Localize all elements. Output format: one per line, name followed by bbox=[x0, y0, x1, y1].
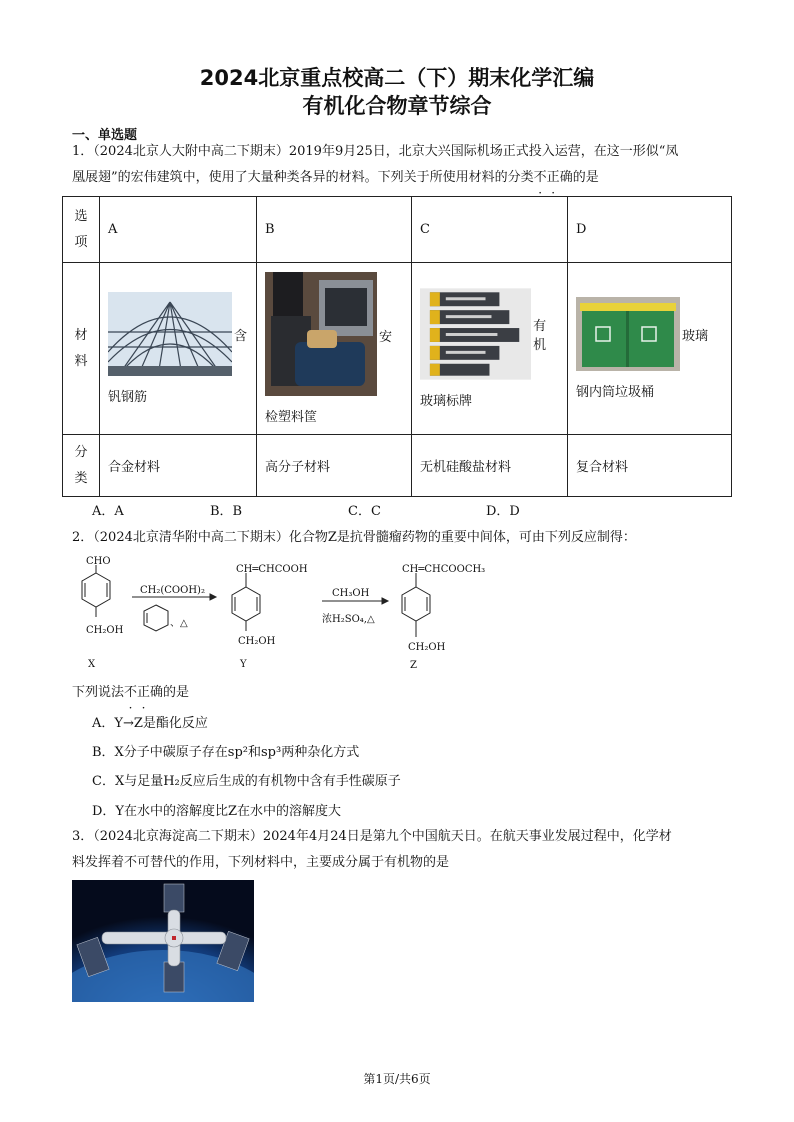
z-label: Z bbox=[410, 660, 417, 671]
q1-material-table bbox=[62, 196, 732, 497]
material-b bbox=[257, 263, 412, 435]
security-basket-image bbox=[265, 272, 377, 396]
table-row bbox=[63, 435, 732, 497]
q2-option-d[interactable]: D．Y在水中的溶解度比Z在水中的溶解度大 bbox=[92, 804, 342, 819]
y-label: Y bbox=[240, 659, 247, 670]
material-b-suffix: 安 bbox=[379, 330, 393, 345]
trash-bin-image bbox=[576, 297, 680, 371]
material-b-caption: 检塑料筐 bbox=[265, 410, 318, 425]
q1-stem bbox=[72, 139, 732, 191]
page-title-line1: 2024北京重点校高二（下）期末化学汇编 bbox=[199, 66, 595, 90]
page-title-line2: 有机化合物章节综合 bbox=[302, 94, 492, 118]
material-d-caption: 钢内筒垃圾桶 bbox=[576, 385, 655, 400]
z-top-group: CH═CHCOOCH₃ bbox=[402, 564, 486, 575]
material-a bbox=[100, 263, 257, 435]
q3-stem-line1: 3．（2024北京海淀高二下期末）2024年4月24日是第九个中国航天日。在航天事业发展过程中，化学材 bbox=[72, 829, 672, 844]
reagent1-bottom: 、△ bbox=[170, 618, 188, 629]
material-d-suffix: 玻璃 bbox=[682, 328, 709, 344]
class-label: 分类 bbox=[63, 435, 100, 497]
x-bottom-group: CH₂OH bbox=[86, 625, 124, 636]
y-bottom-group: CH₂OH bbox=[238, 636, 276, 647]
steel-dome-image bbox=[108, 292, 232, 376]
class-a: 合金材料 bbox=[100, 435, 257, 497]
reagent1-top: CH₂(COOH)₂ bbox=[140, 585, 205, 596]
reagent2-top: CH₃OH bbox=[332, 588, 370, 599]
material-a-caption: 钒钢筋 bbox=[108, 390, 148, 405]
col-b: B bbox=[257, 197, 412, 263]
class-c: 无机硅酸盐材料 bbox=[412, 435, 568, 497]
material-label: 材料 bbox=[63, 263, 100, 435]
q3-stem bbox=[72, 824, 732, 876]
section-heading: 一、单选题 bbox=[72, 128, 138, 143]
q2-option-a[interactable]: A．Y→Z是酯化反应 bbox=[92, 716, 208, 731]
q1-stem-line1: 1．（2024北京人大附中高二下期末）2019年9月25日，北京大兴国际机场正式投入运营，在这一形似“凤 bbox=[72, 144, 679, 159]
table-row bbox=[63, 263, 732, 435]
table-row bbox=[63, 197, 732, 263]
material-a-suffix: 含 bbox=[234, 328, 248, 344]
material-d bbox=[568, 263, 732, 435]
material-c-caption: 玻璃标牌 bbox=[420, 394, 473, 409]
x-label: X bbox=[88, 659, 96, 670]
q2-option-c[interactable]: C．X与足量H₂反应后生成的有机物中含有手性碳原子 bbox=[92, 774, 401, 789]
material-c-suffix: 有机 bbox=[533, 319, 547, 353]
material-c bbox=[412, 263, 568, 435]
x-top-group: CHO bbox=[86, 556, 111, 567]
y-top-group: CH═CHCOOH bbox=[236, 564, 308, 575]
q1-option-b[interactable]: B．B bbox=[210, 504, 243, 519]
q1-option-d[interactable]: D．D bbox=[486, 504, 520, 519]
header-label: 选项 bbox=[63, 197, 100, 263]
col-a: A bbox=[100, 197, 257, 263]
q2-stem: 2．（2024北京清华附中高二下期末）化合物Z是抗骨髓瘤药物的重要中间体，可由下列反应制得： bbox=[72, 530, 636, 545]
col-d: D bbox=[568, 197, 732, 263]
reagent2-bottom: 浓H₂SO₄,△ bbox=[322, 614, 375, 625]
q1-option-c[interactable]: C．C bbox=[348, 504, 381, 519]
z-bottom-group: CH₂OH bbox=[408, 642, 446, 653]
q2-option-b[interactable]: B．X分子中碳原子存在sp²和sp³两种杂化方式 bbox=[92, 745, 360, 760]
class-b: 高分子材料 bbox=[257, 435, 412, 497]
q1-option-a[interactable]: A．A bbox=[92, 504, 124, 519]
col-c: C bbox=[412, 197, 568, 263]
q2-prompt: 下列说法不正确的是 bbox=[72, 685, 190, 700]
q1-stem-line2: 凰展翅”的宏伟建筑中，使用了大量种类各异的材料。下列关于所使用材料的分类不正确的是 bbox=[72, 170, 599, 185]
space-station-image bbox=[72, 880, 254, 1002]
glass-sign-image bbox=[420, 288, 531, 380]
class-d: 复合材料 bbox=[568, 435, 732, 497]
page-footer: 第1页/共6页 bbox=[363, 1072, 431, 1086]
q3-stem-line2: 料发挥着不可替代的作用，下列材料中，主要成分属于有机物的是 bbox=[72, 855, 450, 870]
